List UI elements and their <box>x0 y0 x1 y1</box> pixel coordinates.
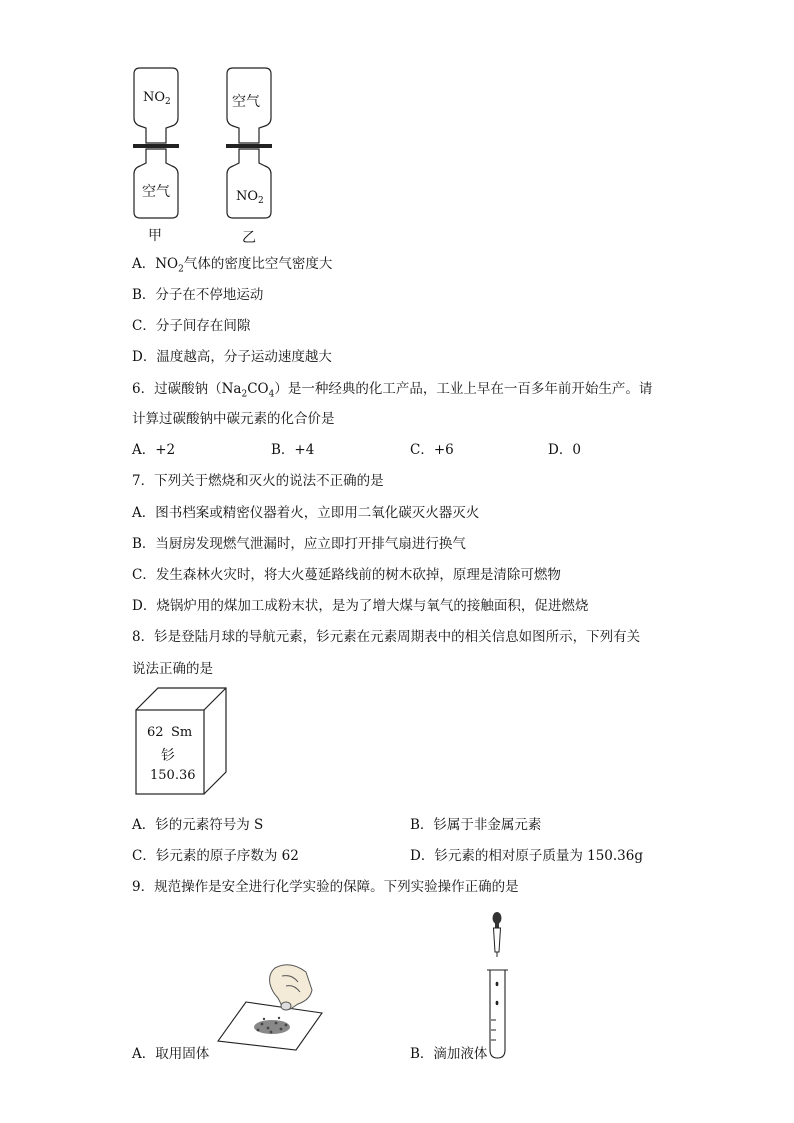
q6-option-a: A．+2 <box>132 442 176 458</box>
q8-option-c: C．钐元素的原子序数为 62 <box>132 848 299 864</box>
q5-option-b: B．分子在不停地运动 <box>132 287 264 303</box>
q7-option-b: B．当厨房发现燃气泄漏时，应立即打开排气扇进行换气 <box>132 536 466 552</box>
q6-option-c: C．+6 <box>410 442 454 458</box>
q8-stem-line2: 说法正确的是 <box>132 661 213 677</box>
q9-stem: 9．规范操作是安全进行化学实验的保障。下列实验操作正确的是 <box>132 879 519 895</box>
bottle-b-top-label: 空气 <box>232 94 260 110</box>
q5-option-d: D．温度越高，分子运动速度越大 <box>132 349 332 365</box>
q6-option-b: B．+4 <box>271 442 315 458</box>
q5-option-c: C．分子间存在间隙 <box>132 318 251 334</box>
gas-bottles-figure <box>0 0 794 260</box>
bottle-b-bottom <box>227 149 271 218</box>
q8-stem-line1: 8．钐是登陆月球的导航元素，钐元素在元素周期表中的相关信息如图所示，下列有关 <box>132 629 641 645</box>
bottle-a-bottom-label: 空气 <box>142 184 170 200</box>
bottle-a-plate <box>133 144 179 148</box>
q6-stem-line2: 计算过碳酸钠中碳元素的化合价是 <box>132 411 335 427</box>
q7-option-a: A．图书档案或精密仪器着火，立即用二氧化碳灭火器灭火 <box>132 505 480 521</box>
q6-stem-line1: 6．过碳酸钠$(Na_2CO_4)$是一种经典的化工产品，工业上早在一百多年前开始生产。请 <box>132 381 653 400</box>
q9-option-a: A．取用固体 <box>132 1046 210 1062</box>
q8-option-d: D．钐元素的相对原子质量为 150.36g <box>410 848 643 864</box>
q6-option-d: D．0 <box>548 442 581 458</box>
bottle-a-caption: 甲 <box>148 228 162 244</box>
q7-option-c: C．发生森林火灾时，将大火蔓延路线前的树木砍掉，原理是清除可燃物 <box>132 567 561 583</box>
bottle-b-caption: 乙 <box>242 230 256 246</box>
q7-stem: 7．下列关于燃烧和灭火的说法不正确的是 <box>132 473 384 489</box>
element-number: 62 <box>147 725 164 740</box>
bottle-a-top <box>134 68 178 143</box>
element-symbol: Sm <box>171 725 193 740</box>
bottle-a-top-label: $NO_2$ <box>143 90 171 107</box>
q9-option-b: B．滴加液体 <box>410 1046 488 1062</box>
bottle-b-plate <box>226 144 272 148</box>
powder-pile <box>254 1017 290 1034</box>
q8-option-a: A．钐的元素符号为 S <box>132 817 264 833</box>
bottle-b-bottom-label: $NO_2$ <box>236 189 264 206</box>
q7-option-d: D．烧锅炉用的煤加工成粉末状，是为了增大煤与氧气的接触面积，促进燃烧 <box>132 598 589 614</box>
element-name: 钐 <box>161 748 175 764</box>
hand-icon <box>270 965 312 1010</box>
q5-option-a: A．$NO_2$气体的密度比空气密度大 <box>132 256 333 275</box>
q8-option-b: B．钐属于非金属元素 <box>410 817 542 833</box>
element-mass: 150.36 <box>150 768 196 783</box>
